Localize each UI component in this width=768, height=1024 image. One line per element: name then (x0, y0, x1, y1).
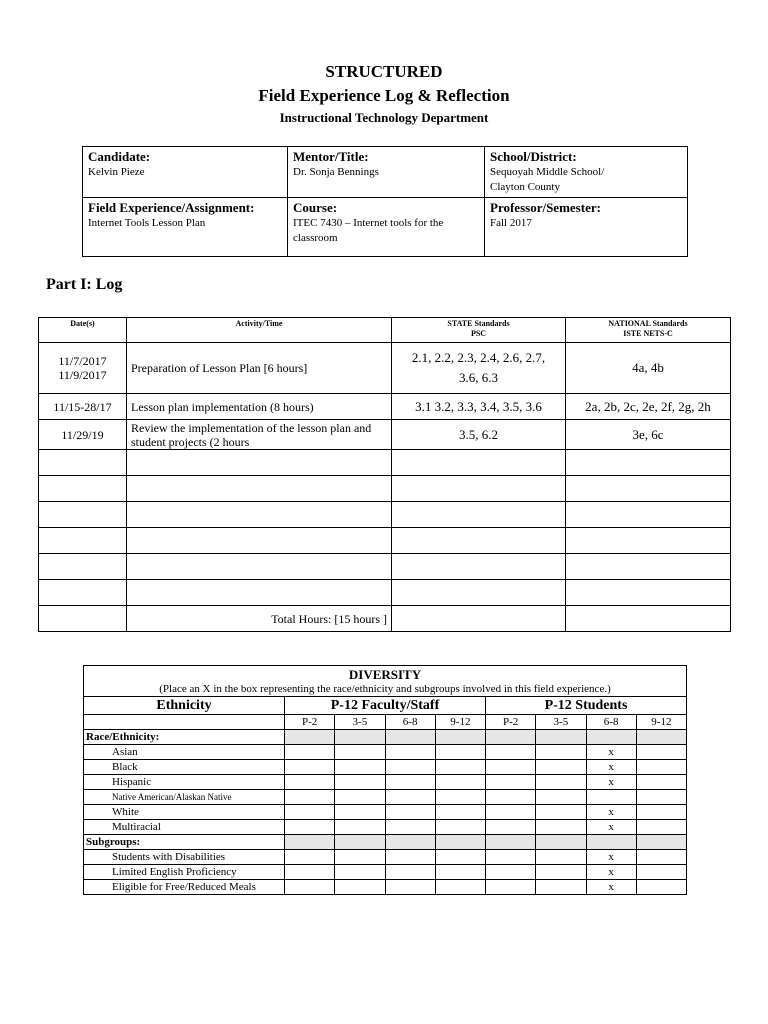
diversity-checkbox[interactable]: x (586, 865, 636, 880)
state-header-line2: PSC (470, 329, 487, 338)
document-title: STRUCTURED (325, 62, 443, 81)
state-standards-header (392, 318, 566, 343)
school-value-line2: Clayton County (490, 181, 560, 193)
log-empty-row (39, 554, 731, 580)
log-empty-row (39, 580, 731, 606)
diversity-checkbox[interactable] (586, 790, 636, 805)
log-empty-row (39, 450, 731, 476)
race-section-label: Race/Ethnicity: (84, 730, 285, 745)
diversity-row (84, 790, 687, 805)
diversity-table (83, 665, 687, 895)
mentor-label: Mentor/Title: (293, 149, 369, 164)
diversity-checkbox[interactable]: x (586, 805, 636, 820)
diversity-checkbox[interactable]: x (586, 880, 636, 895)
grade-column-header: 6-8 (586, 715, 636, 730)
course-cell (288, 198, 485, 257)
students-header: P-12 Students (486, 697, 687, 715)
grade-column-header: P-2 (285, 715, 335, 730)
log-activity-cell (127, 420, 392, 450)
date-header: Date(s) (39, 318, 127, 343)
national-header-line1: NATIONAL Standards (608, 319, 688, 328)
ethnicity-header: Ethnicity (84, 697, 285, 715)
diversity-row-label: Eligible for Free/Reduced Meals (84, 880, 285, 895)
mentor-cell (288, 147, 485, 198)
diversity-row (84, 865, 687, 880)
candidate-label: Candidate: (88, 149, 151, 164)
log-date: 11/9/2017 (58, 368, 107, 382)
school-cell (485, 147, 688, 198)
log-national-cell: 4a, 4b (566, 343, 731, 394)
national-header-line2: ISTE NETS-C (623, 329, 673, 338)
diversity-instruction: (Place an X in the box representing the race/ethnicity and subgroups involved in this field experience.) (84, 682, 687, 697)
school-value-line1: Sequoyah Middle School/ (490, 166, 605, 178)
total-hours: Total Hours: [15 hours ] (127, 606, 392, 632)
diversity-row-label: Multiracial (84, 820, 285, 835)
part-one-heading: Part I: Log (46, 276, 123, 293)
log-activity: Review the implementation of the lesson plan and (131, 420, 372, 435)
diversity-row (84, 760, 687, 775)
grade-column-header: P-2 (486, 715, 536, 730)
log-empty-row (39, 528, 731, 554)
log-header-row (39, 318, 731, 343)
document-subtitle: Field Experience Log & Reflection (258, 86, 510, 105)
diversity-checkbox[interactable]: x (586, 745, 636, 760)
professor-label: Professor/Semester: (490, 200, 601, 215)
info-table (82, 146, 688, 257)
log-date: 11/7/2017 (58, 354, 107, 368)
grade-column-header: 3-5 (536, 715, 586, 730)
log-state-cell: 3.5, 6.2 (392, 420, 566, 450)
diversity-row-label: White (84, 805, 285, 820)
log-activity: Preparation of Lesson Plan [6 hours] (131, 361, 308, 375)
log-row (39, 343, 731, 394)
grade-column-header: 6-8 (385, 715, 435, 730)
log-national-cell: 3e, 6c (566, 420, 731, 450)
log-national-cell: 2a, 2b, 2c, 2e, 2f, 2g, 2h (566, 394, 731, 420)
diversity-checkbox[interactable]: x (586, 850, 636, 865)
log-activity-cell (127, 343, 392, 394)
diversity-title: DIVERSITY (84, 666, 687, 683)
diversity-row-label: Black (84, 760, 285, 775)
diversity-checkbox[interactable]: x (586, 760, 636, 775)
subgroups-section-label: Subgroups: (84, 835, 285, 850)
diversity-row-label: Students with Disabilities (84, 850, 285, 865)
log-date-cell: 11/29/19 (39, 420, 127, 450)
diversity-row (84, 805, 687, 820)
log-total-row (39, 606, 731, 632)
course-value-line2: classroom (293, 232, 338, 244)
log-empty-row (39, 502, 731, 528)
course-value-line1: ITEC 7430 – Internet tools for the (293, 217, 444, 229)
candidate-cell (83, 147, 288, 198)
faculty-staff-header: P-12 Faculty/Staff (285, 697, 486, 715)
mentor-value: Dr. Sonja Bennings (293, 166, 379, 178)
log-row (39, 394, 731, 420)
log-activity-cell: Lesson plan implementation (8 hours) (127, 394, 392, 420)
log-date-cell: 11/15-28/17 (39, 394, 127, 420)
diversity-checkbox[interactable]: x (586, 820, 636, 835)
log-activity: student projects (2 hours (131, 434, 250, 449)
log-state-standards: 3.6, 6.3 (459, 370, 498, 385)
course-label: Course: (293, 200, 338, 215)
grade-column-header: 3-5 (335, 715, 385, 730)
grade-column-header: 9-12 (435, 715, 485, 730)
log-table (38, 317, 731, 632)
professor-value: Fall 2017 (490, 217, 532, 229)
log-date-cell (39, 343, 127, 394)
assignment-cell (83, 198, 288, 257)
log-empty-row (39, 476, 731, 502)
diversity-row-label: Hispanic (84, 775, 285, 790)
diversity-checkbox[interactable]: x (586, 775, 636, 790)
diversity-row (84, 775, 687, 790)
diversity-row (84, 880, 687, 895)
document-header (0, 60, 768, 128)
diversity-row (84, 820, 687, 835)
professor-cell (485, 198, 688, 257)
log-state-cell (392, 343, 566, 394)
national-standards-header (566, 318, 731, 343)
school-label: School/District: (490, 149, 577, 164)
log-row (39, 420, 731, 450)
activity-header: Activity/Time (127, 318, 392, 343)
state-header-line1: STATE Standards (447, 319, 510, 328)
candidate-value: Kelvin Pieze (88, 166, 145, 178)
log-state-standards: 2.1, 2.2, 2.3, 2.4, 2.6, 2.7, (411, 350, 546, 365)
diversity-row (84, 745, 687, 760)
diversity-row-label: Asian (84, 745, 285, 760)
log-state-cell: 3.1 3.2, 3.3, 3.4, 3.5, 3.6 (392, 394, 566, 420)
diversity-row (84, 850, 687, 865)
assignment-label: Field Experience/Assignment: (88, 200, 255, 215)
assignment-value: Internet Tools Lesson Plan (88, 217, 206, 229)
department-name: Instructional Technology Department (279, 110, 489, 125)
diversity-row-label: Limited English Proficiency (84, 865, 285, 880)
grade-column-header: 9-12 (636, 715, 686, 730)
diversity-row-label: Native American/Alaskan Native (84, 790, 285, 805)
